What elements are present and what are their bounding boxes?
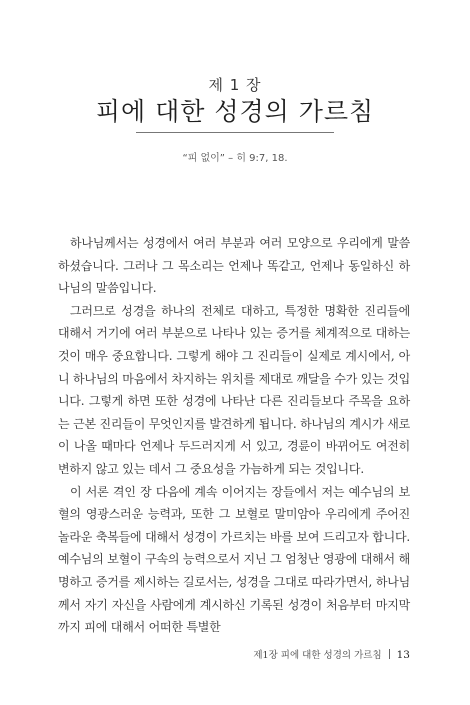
paragraph-2: 그러므로 성경을 하나의 전체로 대하고, 특정한 명확한 진리들에 대해서 거기에 여러 부분으로 나타나 있는 증거를 체계적으로 대하는 것이 매우 중요합니다. 그렇게 해야 그 진리들이 실제로 계시에서, 아니 하나님의 마음에서 차지하는 위치를 제대로 깨달을 수가 있는 것입니다. 그렇게 하면 또한 성경에 나타난 다른 진리들보다 주목을 요하는 근본 진리들이 무엇인지를 발견하게 됩니다. 하나님의 계시가 새로이 나올 때마다 언제나 두드러지게 서 있고, 경륜이 바뀌어도 여전히 변하지 않고 있는 데서 그 중요성을 가늠하게 되는 것입니다. <box>58 303 410 476</box>
body-text <box>58 232 410 639</box>
chapter-title: 피에 대한 성경의 가르침 <box>95 97 375 126</box>
page-number: 13 <box>396 649 410 661</box>
page-footer <box>253 647 410 661</box>
paragraph-3: 이 서론 격인 장 다음에 계속 이어지는 장들에서 저는 예수님의 보혈의 영광스러운 능력과, 또한 그 보혈로 말미암아 우리에게 주어진 놀라운 축복들에 대해서 성경이 가르치는 바를 보여 드리고자 합니다. 예수님의 보혈이 구속의 능력으로서 지닌 그 엄청난 영광에 대해서 해명하고 증거를 제시하는 길로서는, 성경을 그대로 따라가면서, 하나님께서 자기 자신을 사람에게 계시하신 기록된 성경이 처음부터 마지막까지 피에 대해서 어떠한 특별한 <box>58 484 410 635</box>
footer-separator <box>389 649 390 659</box>
title-rule <box>136 132 334 133</box>
running-head: 제1장 피에 대한 성경의 가르침 <box>253 650 382 661</box>
chapter-label: 제 1 장 <box>208 76 262 94</box>
epigraph: “피 없이” – 히 9:7, 18. <box>182 153 288 164</box>
paragraph-1: 하나님께서는 성경에서 여러 부분과 여러 모양으로 우리에게 말씀하셨습니다. 그러나 그 목소리는 언제나 똑같고, 언제나 동일하신 하나님의 말씀입니다. <box>58 236 410 296</box>
